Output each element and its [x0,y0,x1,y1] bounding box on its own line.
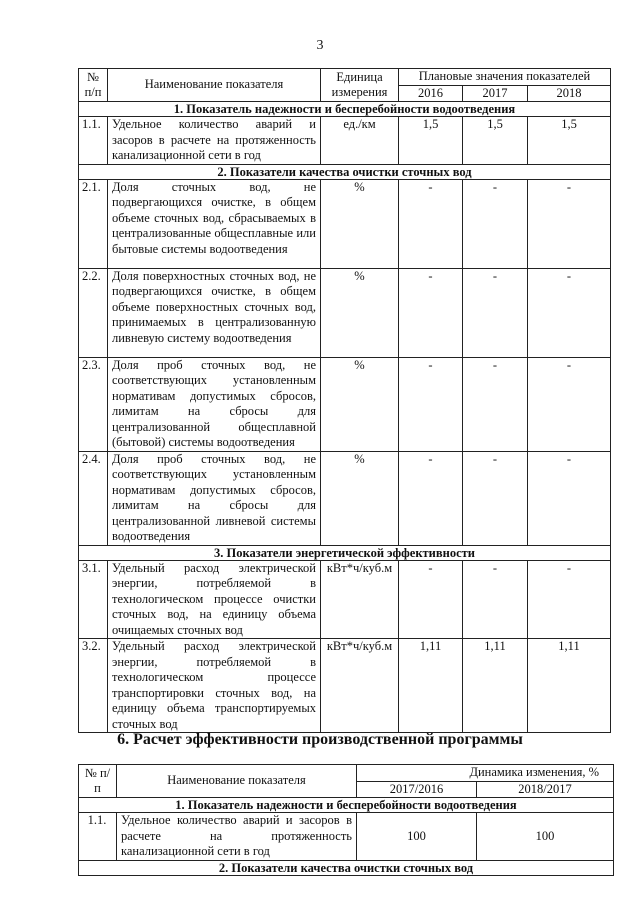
row-unit: ед./км [321,117,399,165]
row-name: Доля проб сточных вод, не соответствующих установленным нормативам допустимых сбросов, лимитам на сбросы для централизованной общесплавной (бытовой) системы водоотведения [108,357,321,451]
row-name: Удельный расход электрической энергии, потребляемой в технологическом процессе очистки сточных вод, на единицу объема очищаемых сточных вод [108,560,321,639]
row-num: 2.4. [79,451,108,545]
table-row [79,451,611,545]
row-value: - [399,179,463,268]
row-value: - [463,179,528,268]
row-num: 3.1. [79,560,108,639]
row-value: - [463,451,528,545]
row-unit: % [321,268,399,357]
plan-values-table [78,68,611,733]
row-num: 2.3. [79,357,108,451]
row-value: 100 [477,813,614,861]
header-year: 2017 [463,85,528,102]
header-year: 2016 [399,85,463,102]
section-title: 3. Показатели энергетической эффективности [79,545,611,560]
row-value: 1,11 [463,639,528,733]
header-unit: Единица измерения [321,69,399,102]
section-title: 2. Показатели качества очистки сточных вод [79,860,614,875]
row-value: 1,5 [399,117,463,165]
row-value: 100 [357,813,477,861]
row-num: 2.2. [79,268,108,357]
section-title: 1. Показатель надежности и бесперебойности водоотведения [79,798,614,813]
row-name: Доля проб сточных вод, не соответствующих установленным нормативам допустимых сбросов, лимитам на сбросы для централизованной ливневой системы водоотведения [108,451,321,545]
page-number: 3 [316,38,324,53]
table-row [79,117,611,165]
header-plan: Плановые значения показателей [399,69,611,86]
table-row [79,560,611,639]
efficiency-table [78,764,614,876]
row-value: 1,11 [528,639,611,733]
table-row [79,179,611,268]
header-year: 2018 [528,85,611,102]
row-value: - [528,357,611,451]
row-unit: кВт*ч/куб.м [321,560,399,639]
row-value: - [528,560,611,639]
row-unit: % [321,451,399,545]
table-row [79,639,611,733]
row-value: 1,5 [528,117,611,165]
header-name: Наименование показателя [117,765,357,798]
row-value: - [399,451,463,545]
row-num: 2.1. [79,179,108,268]
row-value: - [528,451,611,545]
row-unit: % [321,179,399,268]
row-value: - [463,268,528,357]
row-name: Удельное количество аварий и засоров в расчете на протяженность канализационной сети в год [108,117,321,165]
row-unit: % [321,357,399,451]
row-value: - [463,357,528,451]
row-value: 1,11 [399,639,463,733]
row-name: Удельное количество аварий и засоров в расчете на протяженность канализационной сети в год [117,813,357,861]
header-name: Наименование показателя [108,69,321,102]
row-num: 1.1. [79,117,108,165]
row-value: - [399,357,463,451]
row-value: 1,5 [463,117,528,165]
row-name: Доля поверхностных сточных вод, не подвергающихся очистке, в общем объеме поверхностных сточных вод, принимаемых в централизованную ливневую систему водоотведения [108,268,321,357]
table-row [79,268,611,357]
row-num: 3.2. [79,639,108,733]
table-row [79,357,611,451]
header-dynamics: Динамика изменения, % [357,765,614,782]
row-num: 1.1. [79,813,117,861]
header-num: № п/п [79,765,117,798]
header-period: 2018/2017 [477,781,614,798]
row-value: - [463,560,528,639]
row-unit: кВт*ч/куб.м [321,639,399,733]
row-name: Доля сточных вод, не подвергающихся очистке, в общем объеме сточных вод, сбрасываемых в централизованные общесплавные или бытовые системы водоотведения [108,179,321,268]
row-value: - [528,179,611,268]
section-title: 1. Показатель надежности и бесперебойности водоотведения [79,102,611,117]
header-period: 2017/2016 [357,781,477,798]
section-6-heading: 6. Расчет эффективности производственной программы [117,731,523,748]
header-num: № п/п [79,69,108,102]
row-value: - [399,560,463,639]
row-value: - [528,268,611,357]
row-name: Удельный расход электрической энергии, потребляемой в технологическом процессе транспортировки сточных вод, на единицу объема транспортируемых сточных вод [108,639,321,733]
table-row [79,813,614,861]
row-value: - [399,268,463,357]
section-title: 2. Показатели качества очистки сточных вод [79,164,611,179]
